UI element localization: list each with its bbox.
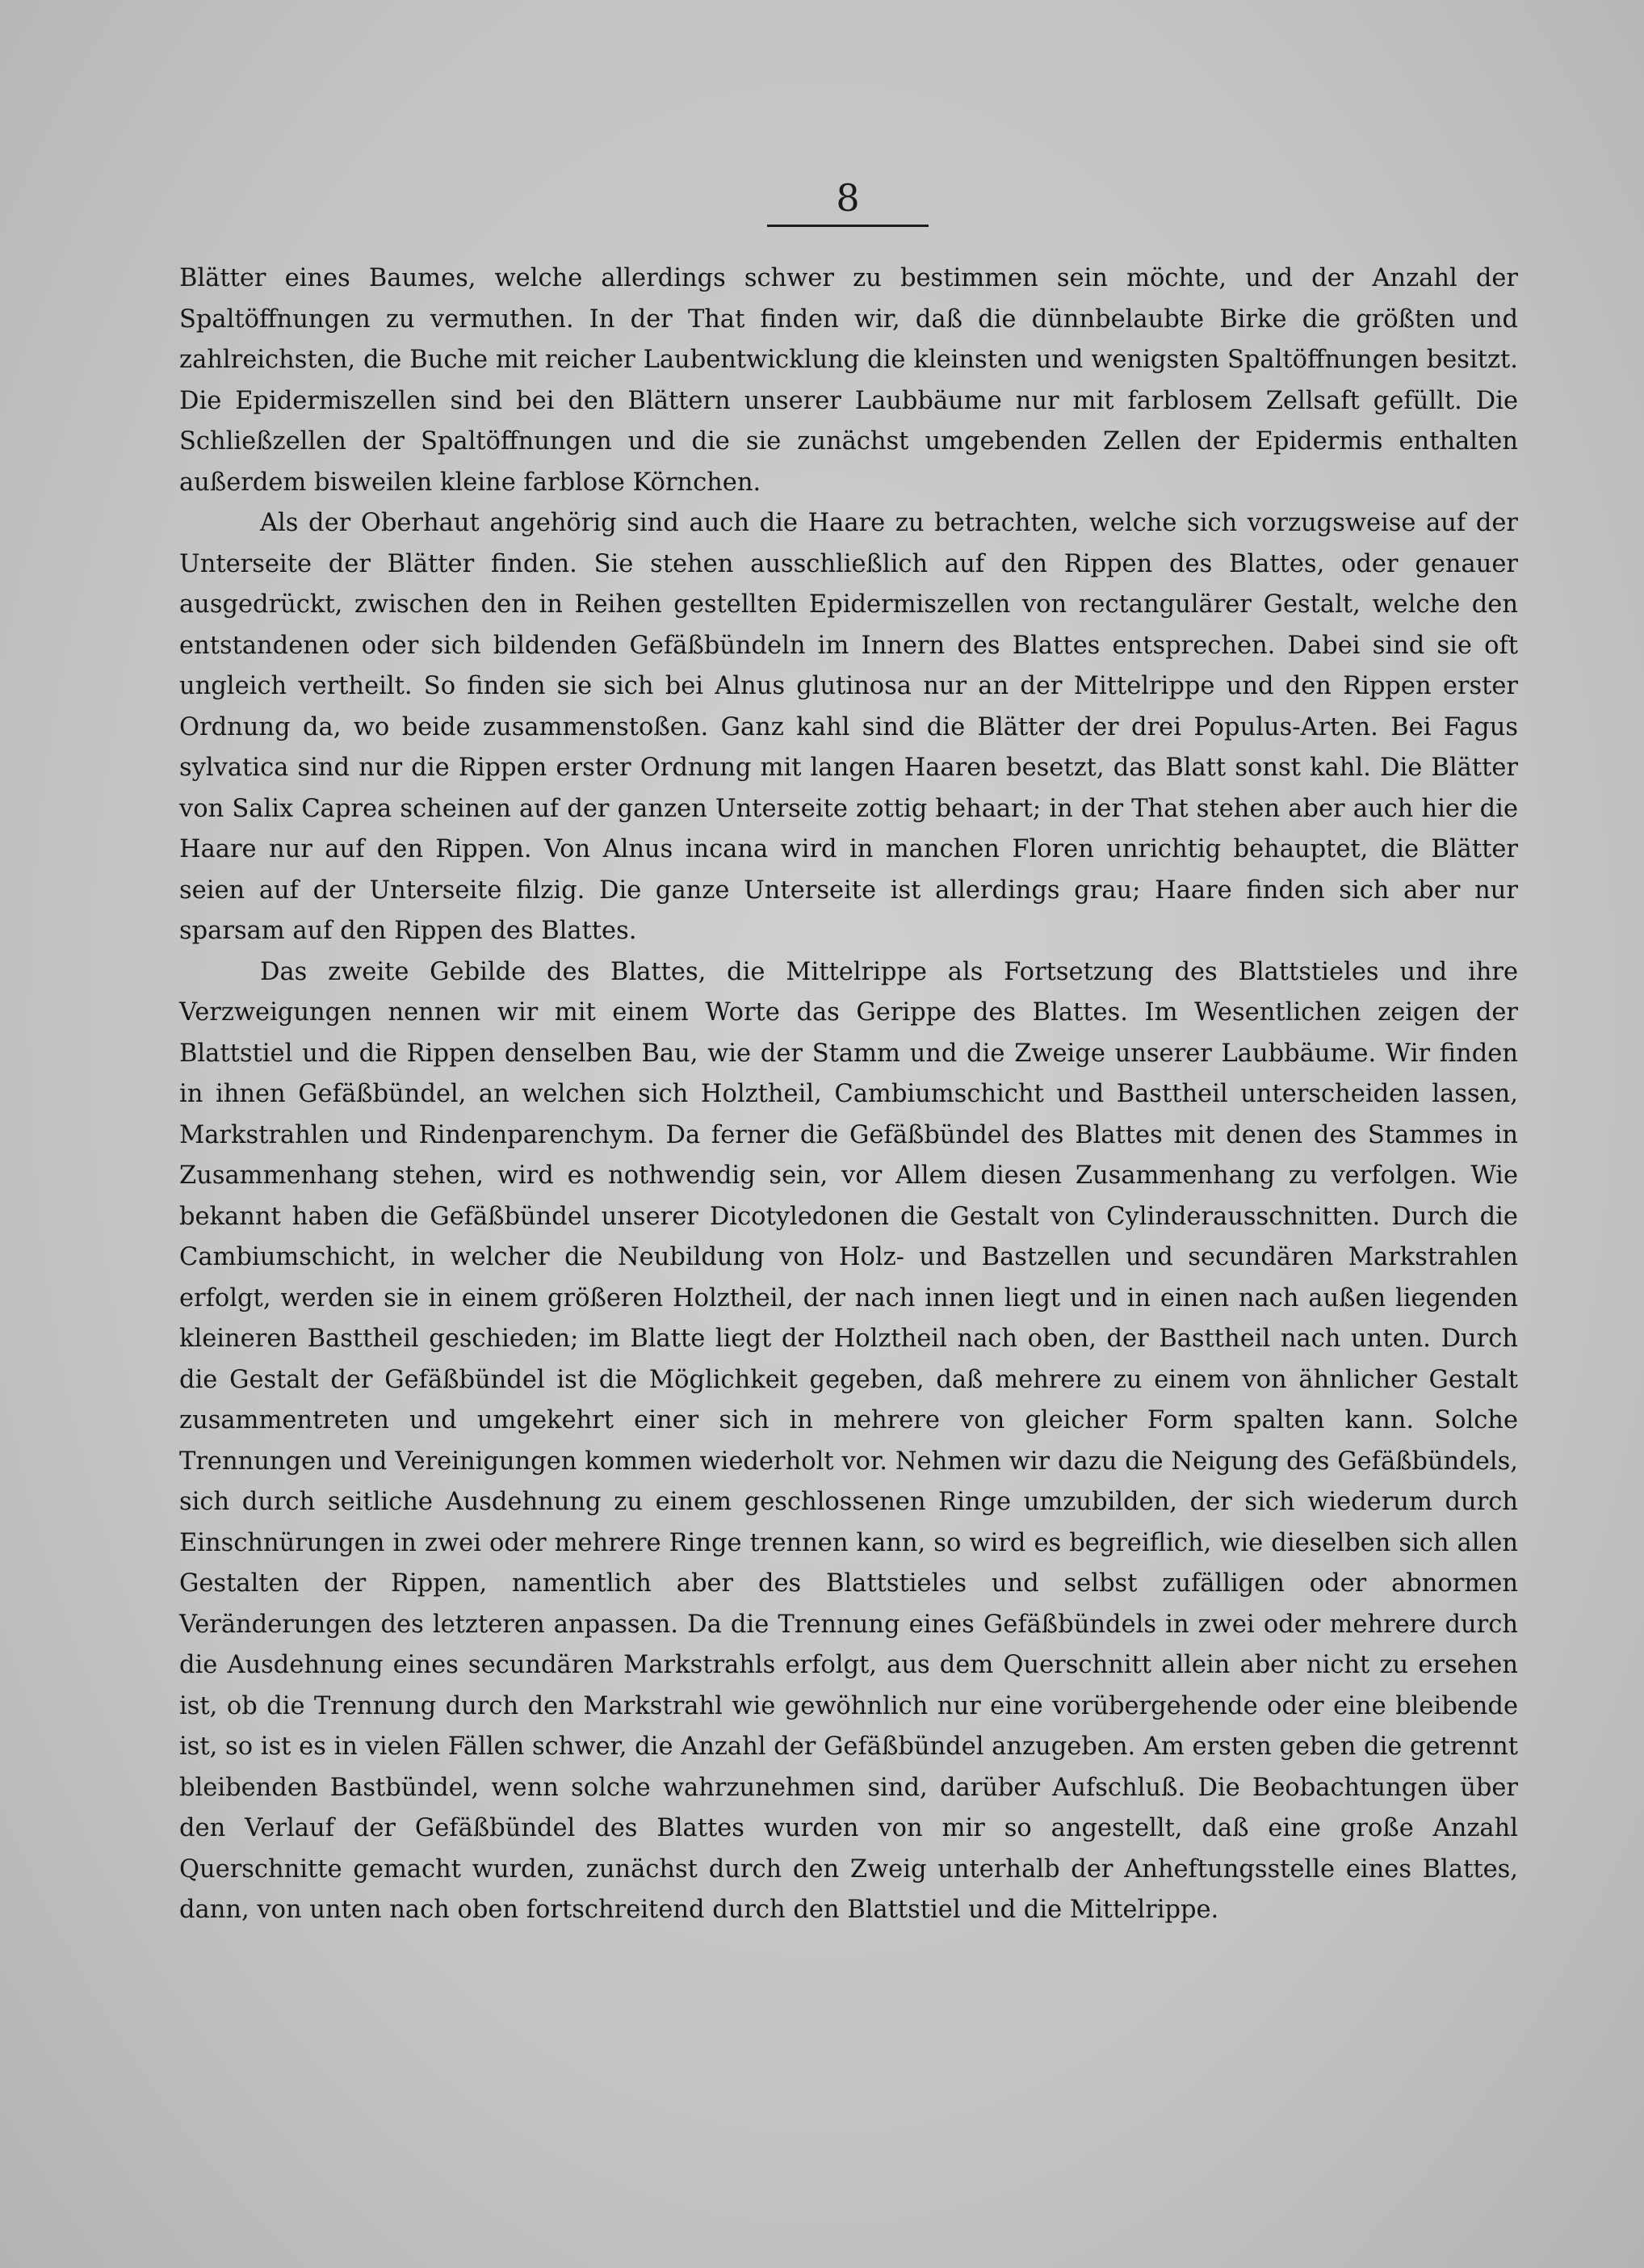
- paragraph-1: Blätter eines Baumes, welche allerdings schwer zu bestimmen sein möchte, und der Anzahl der Spaltöffnungen zu vermuthen. In der That finden wir, daß die dünnbelaubte Birke die größten und zahlreichsten, die Buche mit reicher Laubentwicklung die kleinsten und wenigsten Spaltöffnungen besitzt. Die Epidermiszellen sind bei den Blättern unserer Laubbäume nur mit farblosem Zellsaft gefüllt. Die Schließzellen der Spaltöffnungen und die sie zunächst umgebenden Zellen der Epidermis enthalten außerdem bisweilen kleine farblose Körnchen.: [179, 264, 1518, 497]
- paragraph-3: Das zweite Gebilde des Blattes, die Mittelrippe als Fortsetzung des Blattstieles und ihre Verzweigungen nennen wir mit einem Worte das Gerippe des Blattes. Im Wesentlichen zeigen der Blattstiel und die Rippen denselben Bau, wie der Stamm und die Zweige unserer Laubbäume. Wir finden in ihnen Gefäßbündel, an welchen sich Holztheil, Cambiumschicht und Basttheil unterscheiden lassen, Markstrahlen und Rindenparenchym. Da ferner die Gefäßbündel des Blattes mit denen des Stammes in Zusammenhang stehen, wird es nothwendig sein, vor Allem diesen Zusammenhang zu verfolgen. Wie bekannt haben die Gefäßbündel unserer Dicotyledonen die Gestalt von Cylinderausschnitten. Durch die Cambiumschicht, in welcher die Neubildung von Holz- und Bastzellen und secundären Markstrahlen erfolgt, werden sie in einem größeren Holztheil, der nach innen liegt und in einen nach außen liegenden kleineren Basttheil geschieden; im Blatte liegt der Holztheil nach oben, der Basttheil nach unten. Durch die Gestalt der Gefäßbündel ist die Möglichkeit gegeben, daß mehrere zu einem von ähnlicher Gestalt zusammentreten und umgekehrt einer sich in mehrere von gleicher Form spalten kann. Solche Trennungen und Vereinigungen kommen wiederholt vor. Nehmen wir dazu die Neigung des Gefäßbündels, sich durch seitliche Ausdehnung zu einem geschlossenen Ringe umzubilden, der sich wiederum durch Einschnürungen in zwei oder mehrere Ringe trennen kann, so wird es begreiflich, wie dieselben sich allen Gestalten der Rippen, namentlich aber des Blattstieles und selbst zufälligen oder abnormen Veränderungen des letzteren anpassen. Da die Trennung eines Gefäßbündels in zwei oder mehrere durch die Ausdehnung eines secundären Markstrahls erfolgt, aus dem Querschnitt allein aber nicht zu ersehen ist, ob die Trennung durch den Markstrahl wie gewöhnlich nur eine vorübergehende oder eine bleibende ist, so ist es in vielen Fällen schwer, die Anzahl der Gefäßbündel anzugeben. Am ersten geben die getrennt bleibenden Bastbündel, wenn solche wahrzunehmen sind, darüber Aufschluß. Die Beobachtungen über den Verlauf der Gefäßbündel des Blattes wurden von mir so angestellt, daß eine große Anzahl Querschnitte gemacht wurden, zunächst durch den Zweig unterhalb der Anheftungsstelle eines Blattes, dann, von unten nach oben fortschreitend durch den Blattstiel und die Mittelrippe.: [179, 957, 1518, 1924]
- page-number-rule: [767, 225, 929, 227]
- paragraph-2: Als der Oberhaut angehörig sind auch die Haare zu betrachten, welche sich vorzugsweise auf der Unterseite der Blätter finden. Sie stehen ausschließlich auf den Rippen des Blattes, oder genauer ausgedrückt, zwischen den in Reihen gestellten Epidermiszellen von rectangulärer Gestalt, welche den entstandenen oder sich bildenden Gefäßbündeln im Innern des Blattes entsprechen. Dabei sind sie oft ungleich vertheilt. So finden sie sich bei Alnus glutinosa nur an der Mittelrippe und den Rippen erster Ordnung da, wo beide zusammenstoßen. Ganz kahl sind die Blätter der drei Populus-Arten. Bei Fagus sylvatica sind nur die Rippen erster Ordnung mit langen Haaren besetzt, das Blatt sonst kahl. Die Blätter von Salix Caprea scheinen auf der ganzen Unterseite zottig behaart; in der That stehen aber auch hier die Haare nur auf den Rippen. Von Alnus incana wird in manchen Floren unrichtig behauptet, die Blätter seien auf der Unterseite filzig. Die ganze Unterseite ist allerdings grau; Haare finden sich aber nur sparsam auf den Rippen des Blattes.: [179, 509, 1518, 945]
- body-text: [179, 258, 1518, 1931]
- page-number: 8: [836, 176, 860, 220]
